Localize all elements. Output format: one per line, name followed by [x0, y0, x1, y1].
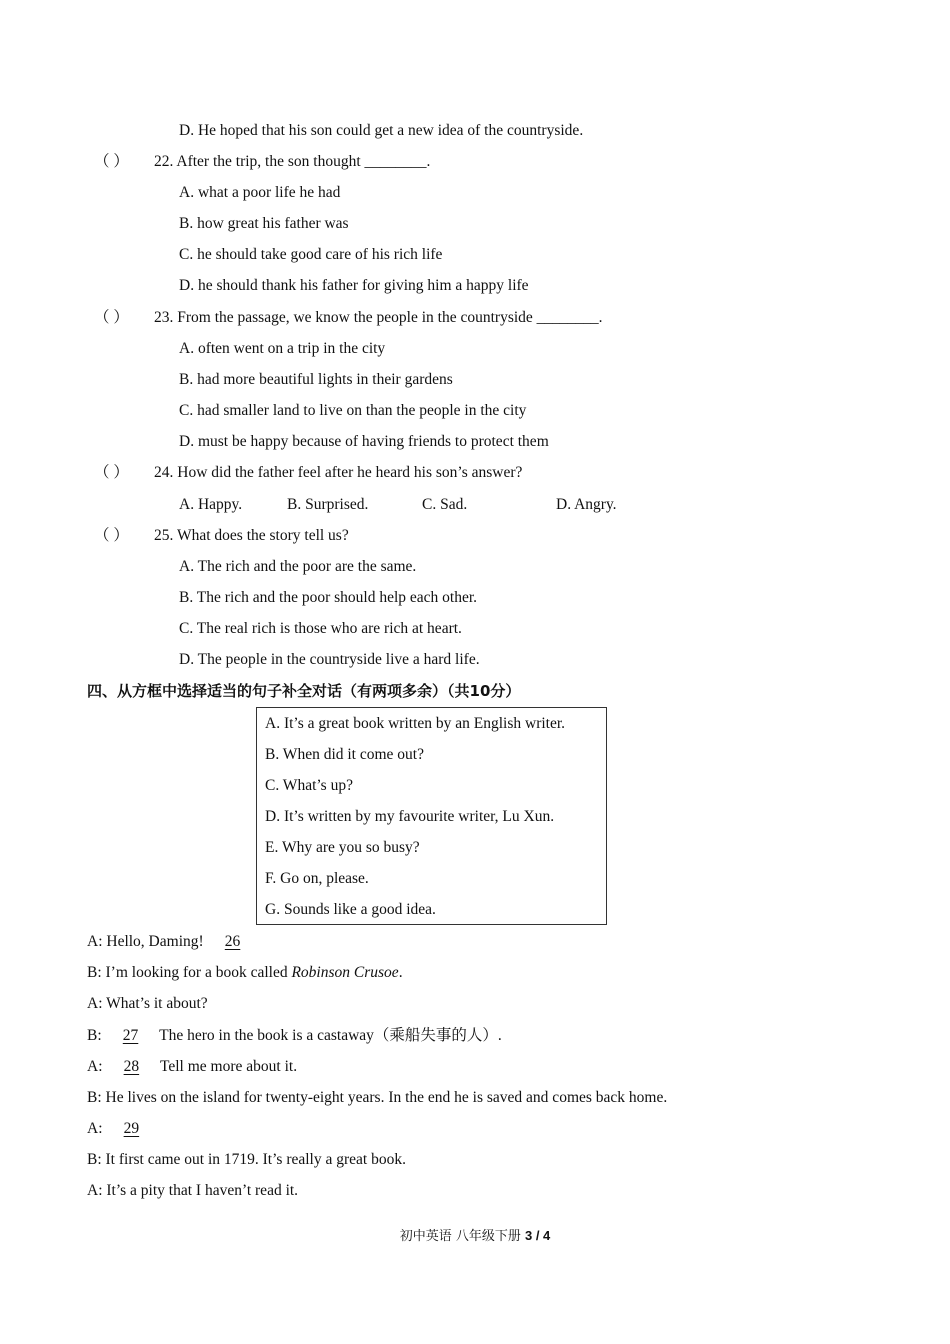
question-22-stem: 22. After the trip, the son thought ________. [154, 153, 431, 170]
question-24-option-d: D. Angry. [556, 496, 617, 513]
question-22-option-b: B. how great his father was [179, 215, 349, 232]
q21-option-d: D. He hoped that his son could get a new idea of the countryside. [179, 122, 584, 139]
question-25-option-b: B. The rich and the poor should help each other. [179, 589, 478, 606]
dialogue-line-2-text: B: I’m looking for a book called [87, 964, 292, 981]
dialogue-line-9: A: It’s a pity that I haven’t read it. [87, 1182, 299, 1199]
question-24-option-b: B. Surprised. [287, 496, 369, 513]
speaker-a: A: [87, 1058, 103, 1075]
question-24-stem: 24. How did the father feel after he heard his son’s answer? [154, 464, 523, 481]
book-title: Robinson Crusoe [291, 964, 399, 981]
question-25-option-d: D. The people in the countryside live a hard life. [179, 651, 480, 668]
dialogue-line-2-end: . [398, 964, 403, 981]
dialogue-line-3: A: What’s it about? [87, 995, 208, 1012]
box-option-e: E. Why are you so busy? [265, 839, 420, 856]
box-option-b: B. When did it come out? [265, 746, 424, 763]
dialogue-line-6: B: He lives on the island for twenty-eight years. In the end he is saved and comes back home. [87, 1089, 668, 1106]
answer-paren-22: （ ） [94, 153, 129, 170]
blank-29: 29 [123, 1120, 140, 1137]
question-25-option-c: C. The real rich is those who are rich at heart. [179, 620, 462, 637]
dialogue-line-2 [87, 963, 403, 983]
blank-27: 27 [122, 1027, 139, 1044]
question-24-option-c: C. Sad. [422, 496, 468, 513]
box-option-d: D. It’s written by my favourite writer, Lu Xun. [265, 808, 555, 825]
question-22-option-c: C. he should take good care of his rich life [179, 246, 443, 263]
footer-label: 初中英语 八年级下册 [399, 1229, 521, 1244]
answer-paren-23: （ ） [94, 309, 129, 326]
question-22-option-d: D. he should thank his father for giving him a happy life [179, 277, 529, 294]
question-24-option-a: A. Happy. [179, 496, 243, 513]
box-option-c: C. What’s up? [265, 777, 353, 794]
speaker-a: A: [87, 1120, 103, 1137]
dialogue-line-1-text: A: Hello, Daming! [87, 933, 204, 950]
dialogue-line-5-text: Tell me more about it. [159, 1058, 298, 1075]
question-25-stem: 25. What does the story tell us? [154, 527, 349, 544]
box-option-a: A. It’s a great book written by an English writer. [265, 715, 566, 732]
options-box [256, 707, 607, 925]
question-23-option-d: D. must be happy because of having friends to protect them [179, 433, 549, 450]
question-23-option-b: B. had more beautiful lights in their gardens [179, 371, 453, 388]
dialogue-line-1 [87, 932, 258, 952]
question-23-stem: 23. From the passage, we know the people in the countryside ________. [154, 309, 603, 326]
dialogue-line-4 [87, 1026, 502, 1046]
answer-paren-25: （ ） [94, 527, 129, 544]
question-25-option-a: A. The rich and the poor are the same. [179, 558, 417, 575]
dialogue-line-4-text: The hero in the book is a castaway（乘船失事的人）. [159, 1027, 502, 1044]
speaker-b: B: [87, 1027, 102, 1044]
box-option-f: F. Go on, please. [265, 870, 369, 887]
blank-26: 26 [224, 933, 241, 950]
dialogue-line-8: B: It first came out in 1719. It’s really a great book. [87, 1151, 406, 1168]
section-4-heading: 四、从方框中选择适当的句子补全对话（有两项多余）（共10分） [87, 682, 521, 700]
box-option-g: G. Sounds like a good idea. [265, 901, 436, 918]
question-23-option-a: A. often went on a trip in the city [179, 340, 386, 357]
question-23-option-c: C. had smaller land to live on than the people in the city [179, 402, 527, 419]
dialogue-line-7 [87, 1119, 156, 1139]
blank-28: 28 [123, 1058, 140, 1075]
question-22-option-a: A. what a poor life he had [179, 184, 341, 201]
dialogue-line-5 [87, 1057, 297, 1077]
page-footer [0, 1225, 950, 1244]
page-number: 3 / 4 [524, 1228, 551, 1243]
answer-paren-24: （ ） [94, 464, 129, 481]
